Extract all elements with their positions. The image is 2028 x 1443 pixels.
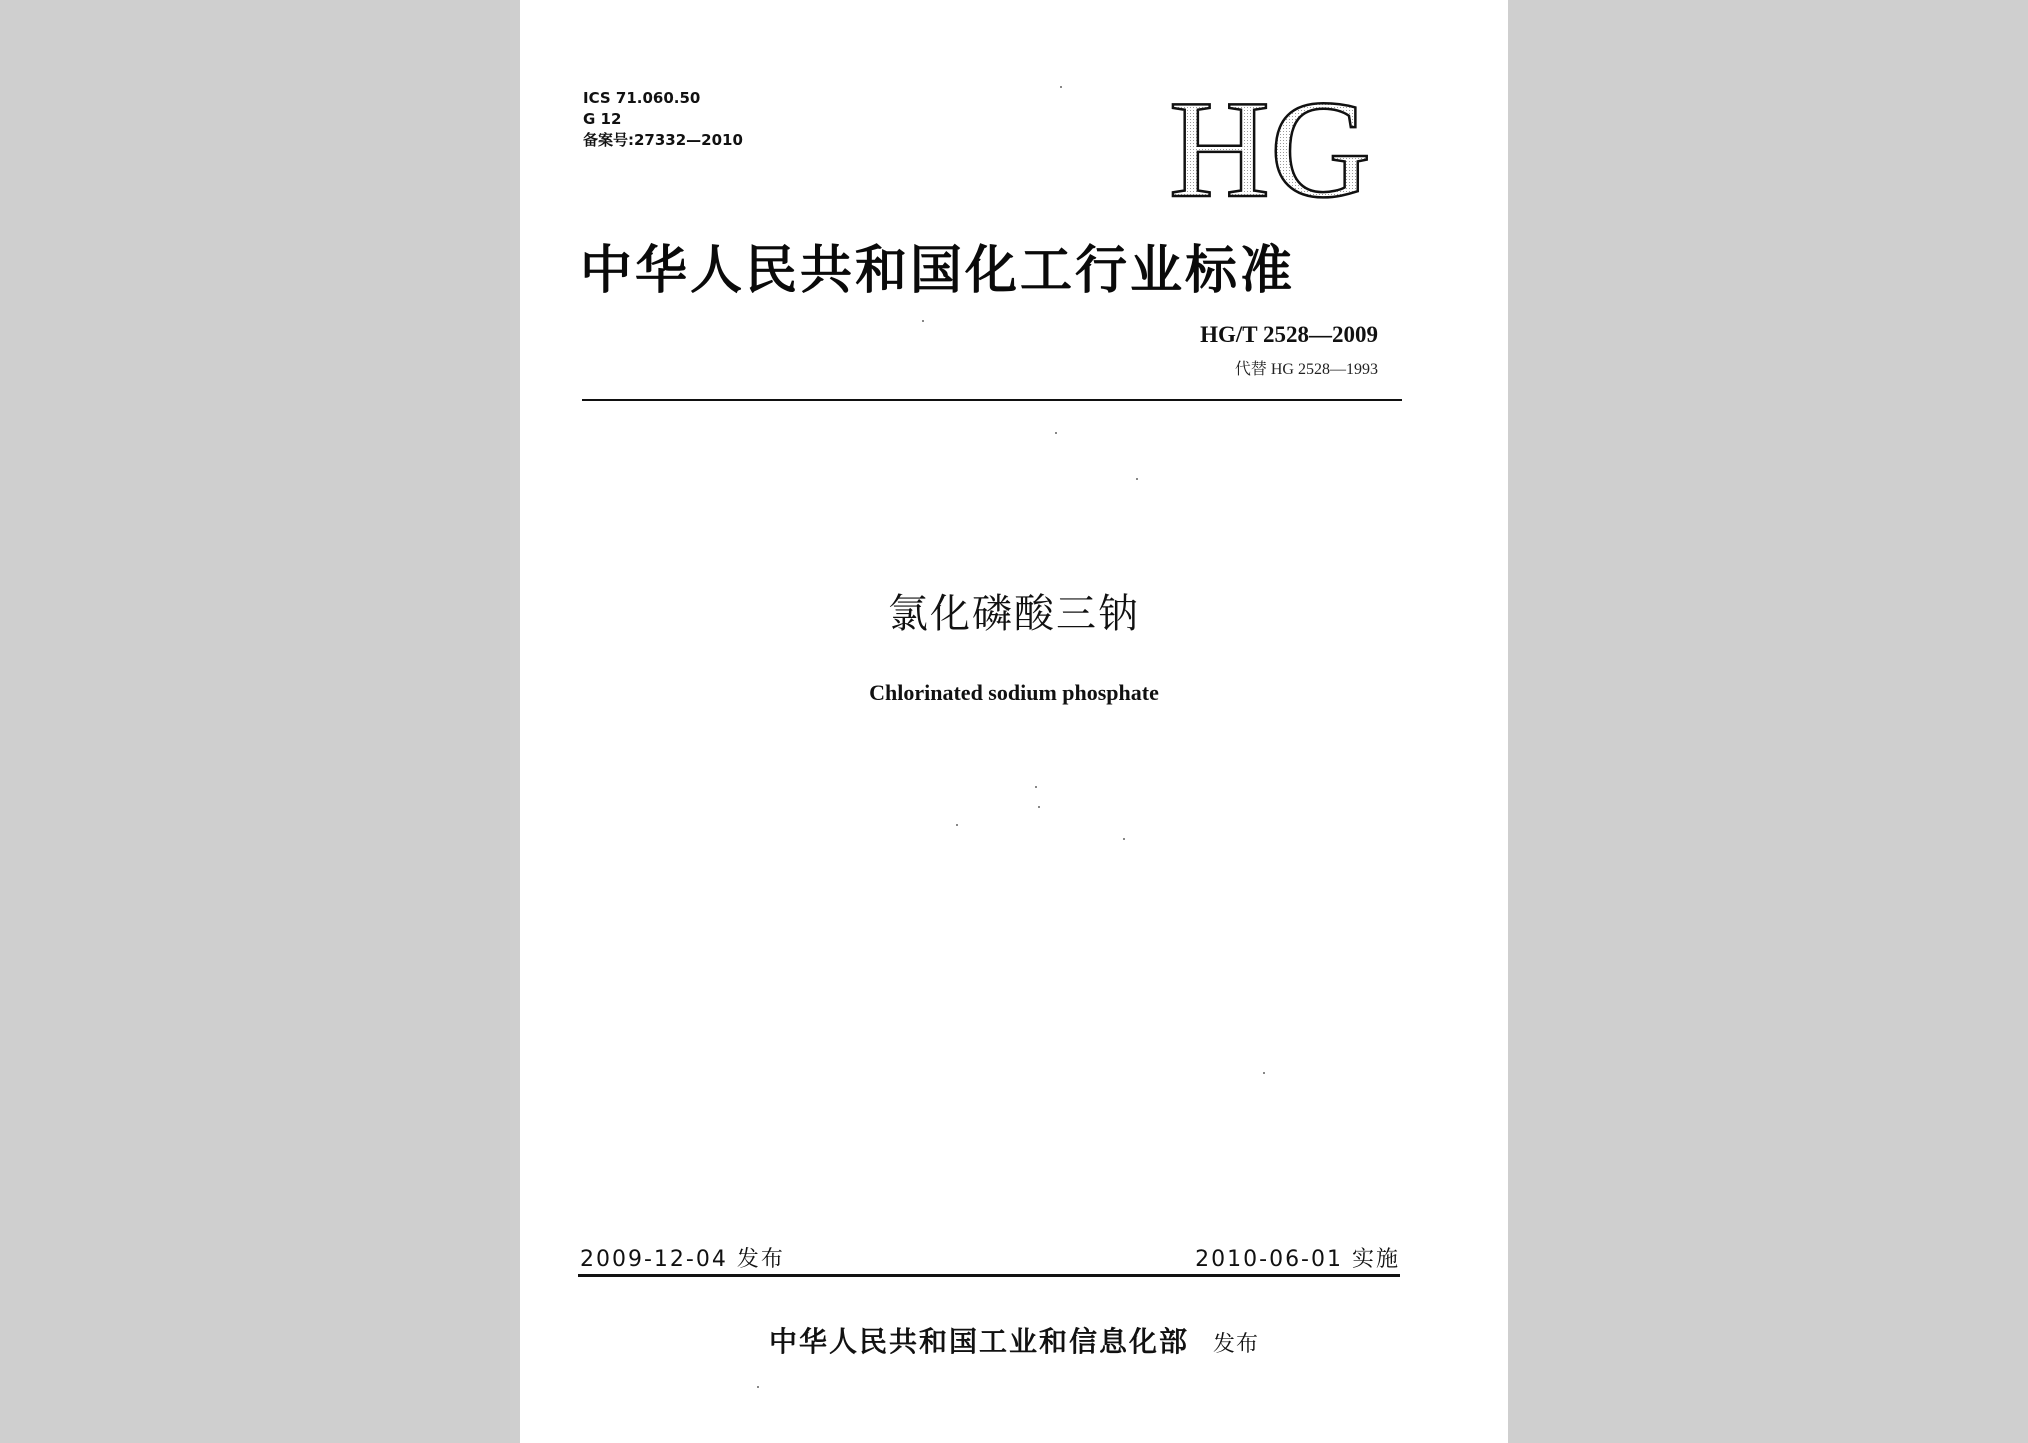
filing-number: 备案号:27332—2010 <box>583 131 743 149</box>
product-name-cn: 氯化磷酸三钠 <box>888 591 1140 637</box>
standard-number: HG/T 2528—2009 <box>1200 322 1378 347</box>
classification-block <box>583 88 743 151</box>
scan-speck <box>956 824 958 826</box>
scan-speck <box>922 320 924 322</box>
scan-speck <box>757 1386 759 1388</box>
replaces-standard: 代替 HG 2528—1993 <box>1234 361 1378 378</box>
publisher-suffix: 发布 <box>1213 1332 1260 1357</box>
publisher-line <box>520 1320 1508 1360</box>
hg-logo <box>1160 86 1380 212</box>
ccs-code: G 12 <box>583 110 622 128</box>
scan-speck <box>1038 806 1040 808</box>
header-divider <box>582 399 1402 401</box>
scan-speck <box>1136 478 1138 480</box>
scan-speck <box>1055 432 1057 434</box>
issue-date: 2009-12-04 发布 <box>580 1247 785 1272</box>
document-page <box>520 0 1508 1443</box>
publisher-name: 中华人民共和国工业和信息化部 <box>768 1325 1189 1358</box>
hg-logo-text: HG <box>1168 86 1372 212</box>
ics-code: ICS 71.060.50 <box>583 89 701 107</box>
footer-divider <box>578 1274 1400 1277</box>
scan-speck <box>1060 86 1062 88</box>
implementation-date: 2010-06-01 实施 <box>1195 1247 1400 1272</box>
scan-speck <box>1263 1072 1265 1074</box>
product-name-en: Chlorinated sodium phosphate <box>869 680 1159 705</box>
scan-speck <box>1035 786 1037 788</box>
standard-category-title: 中华人民共和国化工行业标准 <box>580 240 1296 301</box>
scan-speck <box>1123 838 1125 840</box>
